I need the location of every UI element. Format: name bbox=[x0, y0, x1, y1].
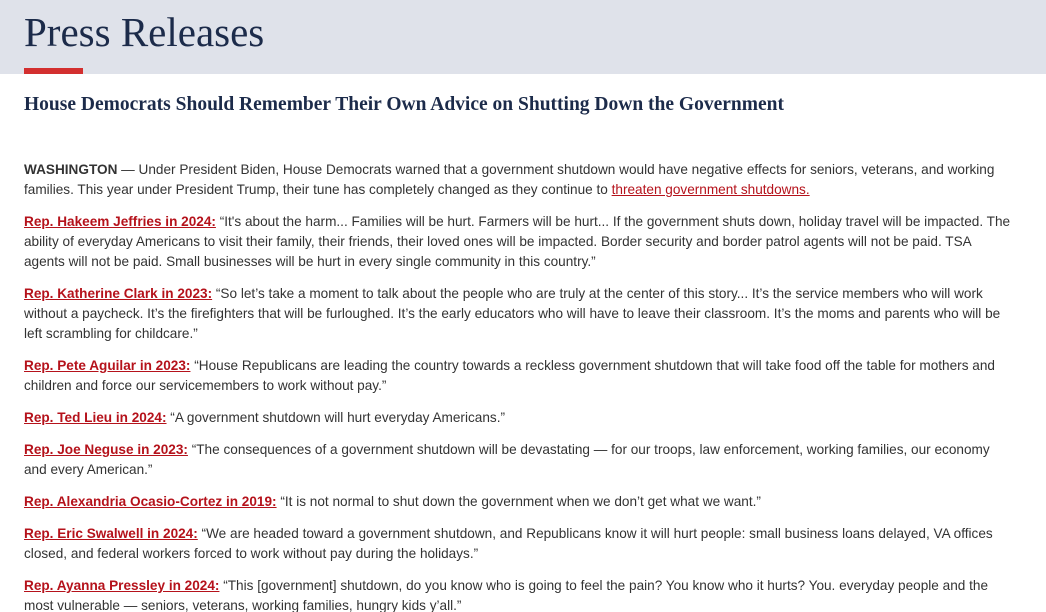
quote-paragraph bbox=[24, 576, 1014, 612]
speaker-link-ocasio-cortez[interactable]: Rep. Alexandria Ocasio-Cortez in 2019: bbox=[24, 494, 277, 509]
quote-text: “We are headed toward a government shutdown, and Republicans know it will hurt people: small business loans delayed, VA offices closed, and federal workers forced to work without pay during the holidays.” bbox=[24, 526, 993, 561]
quote-paragraph bbox=[24, 284, 1014, 344]
quote-paragraph bbox=[24, 356, 1014, 396]
intro-text: — Under President Biden, House Democrats warned that a government shutdown would have negative effects for seniors, veterans, and working families. This year under President Trump, their tune has completely changed as they continue to bbox=[24, 162, 995, 197]
speaker-link-jeffries[interactable]: Rep. Hakeem Jeffries in 2024: bbox=[24, 214, 216, 229]
quote-paragraph bbox=[24, 524, 1014, 564]
quote-text: “This [government] shutdown, do you know who is going to feel the pain? You know who it hurts? You. everyday people and the most vulnerable — seniors, veterans, working families, hungry kids y’all.” bbox=[24, 578, 989, 612]
speaker-link-swalwell[interactable]: Rep. Eric Swalwell in 2024: bbox=[24, 526, 198, 541]
quote-text: “A government shutdown will hurt everyday Americans.” bbox=[166, 410, 505, 425]
intro-paragraph bbox=[24, 160, 1014, 200]
speaker-link-neguse[interactable]: Rep. Joe Neguse in 2023: bbox=[24, 442, 188, 457]
quote-paragraph bbox=[24, 492, 1014, 512]
threaten-shutdowns-link[interactable]: threaten government shutdowns. bbox=[611, 182, 810, 197]
dateline: WASHINGTON bbox=[24, 162, 118, 177]
speaker-link-aguilar[interactable]: Rep. Pete Aguilar in 2023: bbox=[24, 358, 191, 373]
quote-text: “The consequences of a government shutdown will be devastating — for our troops, law enforcement, working families, our economy and every American.” bbox=[24, 442, 990, 477]
quote-paragraph bbox=[24, 212, 1014, 272]
quote-text: “House Republicans are leading the country towards a reckless government shutdown that will take food off the table for mothers and children and force our servicemembers to work without pay.” bbox=[24, 358, 995, 393]
quote-text: “It is not normal to shut down the government when we don’t get what we want.” bbox=[276, 494, 761, 509]
article-title: House Democrats Should Remember Their Own Advice on Shutting Down the Government bbox=[24, 94, 784, 115]
speaker-link-pressley[interactable]: Rep. Ayanna Pressley in 2024: bbox=[24, 578, 220, 593]
page-title: Press Releases bbox=[24, 9, 265, 55]
speaker-link-lieu[interactable]: Rep. Ted Lieu in 2024: bbox=[24, 410, 167, 425]
speaker-link-clark[interactable]: Rep. Katherine Clark in 2023: bbox=[24, 286, 213, 301]
quote-text: “It's about the harm... Families will be hurt. Farmers will be hurt... If the government shuts down, holiday travel will be impacted. The ability of everyday Americans to visit their family, their friends, their loved ones will be impacted. Border security and border patrol agents will not be paid. TSA agents will not be paid. Small businesses will be hurt in every single community in this country.” bbox=[24, 214, 1011, 269]
title-accent-bar bbox=[24, 68, 83, 74]
quote-paragraph bbox=[24, 440, 1014, 480]
quote-text: “So let’s take a moment to talk about the people who are truly at the center of this story... It’s the service members who will work without a paycheck. It’s the firefighters that will be furloughed. It’s the early educators who will have to leave their classroom. It’s the moms and parents who will be left scrambling for childcare.” bbox=[24, 286, 1001, 341]
quote-paragraph bbox=[24, 408, 1014, 428]
article-body bbox=[24, 90, 1014, 612]
